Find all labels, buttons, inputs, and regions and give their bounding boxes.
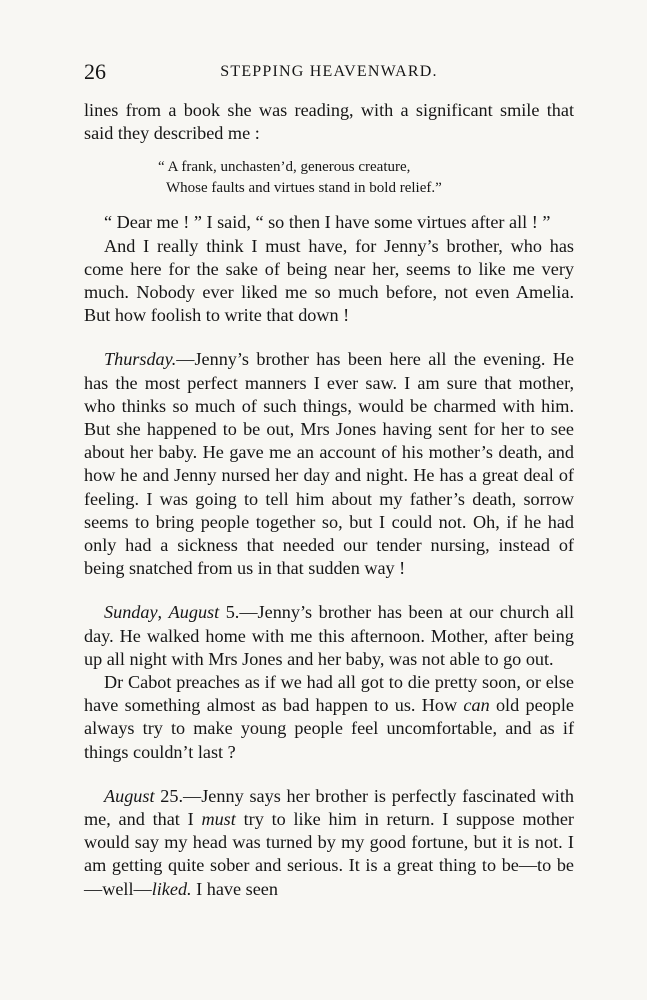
entry-date-number: 25. bbox=[154, 785, 184, 806]
entry-date-separator: , bbox=[157, 602, 169, 623]
entry-date-month: August bbox=[104, 785, 155, 806]
entry-text-august-25: try to like him in return. I suppose mother would say my head was turned by my good fortune, but it is not. I am getting quite sober and serious. It is a great thing to be—to be—well— bbox=[84, 809, 574, 899]
verse-line-1: “ A frank, unchasten’d, generous creature, bbox=[158, 159, 411, 176]
verse-quote bbox=[158, 157, 574, 199]
section-gap bbox=[84, 764, 574, 785]
running-head bbox=[84, 59, 574, 85]
emphasis-can: can bbox=[463, 695, 490, 716]
entry-date-sunday: Sunday bbox=[104, 602, 158, 623]
entry-text-thursday: —Jenny’s brother has been here all the evening. He has the most perfect manners I ever saw. I am sure that mother, who thinks so much of such things, would be charmed with him. But she happened to be out, Mrs Jones having sent for her to see about her baby. He gave me an account of his mother’s death, and how he and Jenny nursed her day and night. He has a great deal of feeling. I was going to tell him about my father’s death, sorrow seems to bring people together so, but I could not. Oh, if he had only had a sickness that needed our tender nursing, instead of being snatched from us in that sudden way ! bbox=[84, 349, 574, 579]
paragraph-text: old people always try to make young people feel uncomfortable, and as if things couldn’t last ? bbox=[84, 695, 574, 762]
entry-sunday-august-5 bbox=[84, 601, 574, 671]
entry-august-25 bbox=[84, 785, 574, 901]
page-body bbox=[84, 99, 574, 901]
section-gap bbox=[84, 327, 574, 348]
page-number: 26 bbox=[84, 59, 106, 84]
paragraph-continuation: lines from a book she was reading, with a significant smile that said they described me : bbox=[84, 100, 574, 144]
running-title: STEPPING HEAVENWARD. bbox=[220, 63, 438, 80]
paragraph-jennys-brother: And I really think I must have, for Jenny’s brother, who has come here for the sake of being near her, seems to like me very much. Nobody ever liked me so much before, not even Amelia. But how foolish to write that down ! bbox=[84, 235, 574, 326]
paragraph-text: Dr Cabot preaches as if we had all got to die pretty soon, or else have something almost as bad happen to us. How bbox=[84, 672, 574, 716]
entry-text-august-25: I have seen bbox=[191, 878, 278, 899]
paragraph-dr-cabot bbox=[84, 671, 574, 764]
entry-text-august-25: —Jenny says her brother is perfectly fascinated with me, and that I bbox=[84, 785, 574, 830]
entry-date-month: August bbox=[168, 602, 220, 623]
emphasis-must: must bbox=[201, 809, 236, 830]
verse-line-2: Whose faults and virtues stand in bold relief.” bbox=[166, 180, 442, 197]
emphasis-liked: liked. bbox=[151, 878, 192, 899]
entry-thursday bbox=[84, 348, 574, 580]
paragraph-dear-me: “ Dear me ! ” I said, “ so then I have some virtues after all ! ” bbox=[104, 212, 551, 233]
entry-date-number: 5. bbox=[219, 602, 240, 623]
entry-text-sunday: —Jenny’s brother has been at our church all day. He walked home with me this afternoon. Mother, after being up all night with Mrs Jones and her baby, was not able to go out. bbox=[84, 602, 575, 669]
section-gap bbox=[84, 580, 574, 601]
entry-date-thursday: Thursday. bbox=[104, 349, 177, 370]
